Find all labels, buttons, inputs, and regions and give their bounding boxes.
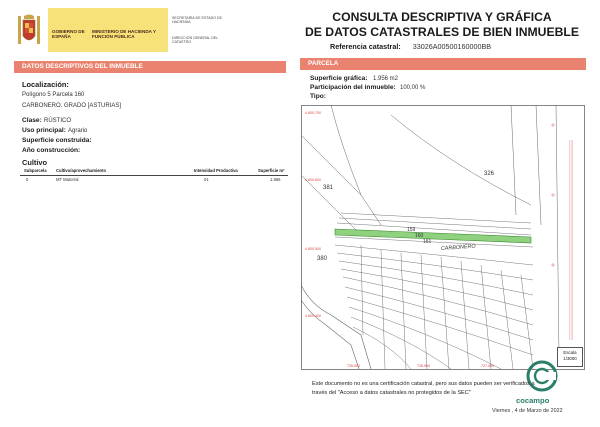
map-label-381: 381 (323, 185, 334, 191)
document-title: CONSULTA DESCRIPTIVA Y GRÁFICA DE DATOS CATASTRALES DE BIEN INMUEBLE (304, 10, 579, 40)
uso-label: Uso principal: (22, 127, 66, 134)
cell-intensidad: 01 (204, 177, 209, 182)
superficie-construida-label: Superficie construida: (22, 137, 92, 144)
svg-text:4.800.400: 4.800.400 (305, 314, 321, 318)
clase-value: RÚSTICO (44, 117, 71, 124)
map-label-380: 380 (317, 256, 328, 262)
table-row (20, 176, 288, 184)
svg-text:4.800.500: 4.800.500 (305, 247, 321, 251)
direccion-label: DIRECCIÓN GENERAL DEL CATASTRO (172, 36, 219, 45)
header-intensidad: Intensidad Productiva (194, 168, 238, 173)
coat-of-arms-icon (16, 14, 42, 48)
cultivo-title: Cultivo (22, 158, 48, 167)
map-label-161: 161 (423, 239, 432, 245)
cell-cultivo: MT Matorral (56, 177, 79, 182)
cocampo-brand: cocampo (516, 396, 550, 405)
document-date: Viernes , 4 de Marzo de 2022 (492, 408, 563, 414)
scale-box: Escala 1/3000 (557, 347, 583, 367)
anio-construccion-label: Año construcción: (22, 147, 81, 154)
descriptive-data-bar: DATOS DESCRIPTIVOS DEL INMUEBLE (14, 61, 286, 73)
cultivo-table (20, 167, 288, 184)
participacion-value: 100,00 % (400, 84, 426, 91)
header-cultivo: Cultivo/aprovechamiento (56, 168, 107, 173)
participacion-label: Participación del inmueble: (310, 84, 396, 91)
cadastral-reference: Referencia catastral: 33026A00500160000BB (330, 42, 492, 51)
localizacion-line1: Polígono 5 Parcela 160 (22, 92, 85, 98)
header-superficie: Superficie m² (258, 168, 285, 173)
svg-text:4.800.700: 4.800.700 (305, 111, 321, 115)
superficie-grafica-label: Superficie gráfica: (310, 75, 368, 82)
svg-text:726.900: 726.900 (417, 364, 430, 368)
parcela-bar: PARCELA (300, 58, 586, 70)
parcel-map (301, 105, 585, 370)
cultivo-table-header (20, 167, 288, 176)
side-coordinates-strip (567, 140, 575, 340)
svg-text:726.800: 726.800 (347, 364, 360, 368)
svg-text:4.800.600: 4.800.600 (305, 178, 321, 182)
localizacion-line2: CARBONERO. GRADO [ASTURIAS] (22, 103, 122, 109)
gov-spain-label: GOBIERNO DE ESPAÑA (52, 29, 85, 40)
map-label-159: 159 (407, 227, 416, 233)
tipo-label: Tipo: (310, 93, 326, 100)
localizacion-label: Localización: (22, 80, 69, 89)
secretaria-label: SECRETARÍA DE ESTADO DE HACIENDA (172, 16, 222, 25)
header-subparcela: Subparcela (24, 168, 47, 173)
superficie-grafica-value: 1.956 m2 (373, 75, 399, 82)
uso-value: Agrario (68, 127, 88, 134)
cell-subparcela: 0 (26, 177, 29, 182)
cell-superficie: 1.956 (270, 177, 281, 182)
ministry-label: MINISTERIO DE HACIENDA Y FUNCIÓN PÚBLICA (92, 29, 156, 40)
map-label-160: 160 (415, 233, 424, 239)
clase-label: Clase: (22, 117, 42, 124)
map-label-326: 326 (484, 171, 495, 177)
map-label-street: CARBONERO (440, 243, 476, 252)
svg-text:727.000: 727.000 (481, 364, 494, 368)
disclaimer-note: Este documento no es una certificación catastral, pero sus datos pueden ser verificados a través del "Acceso a datos catastrales no protegidos de la SEC" (312, 381, 535, 396)
